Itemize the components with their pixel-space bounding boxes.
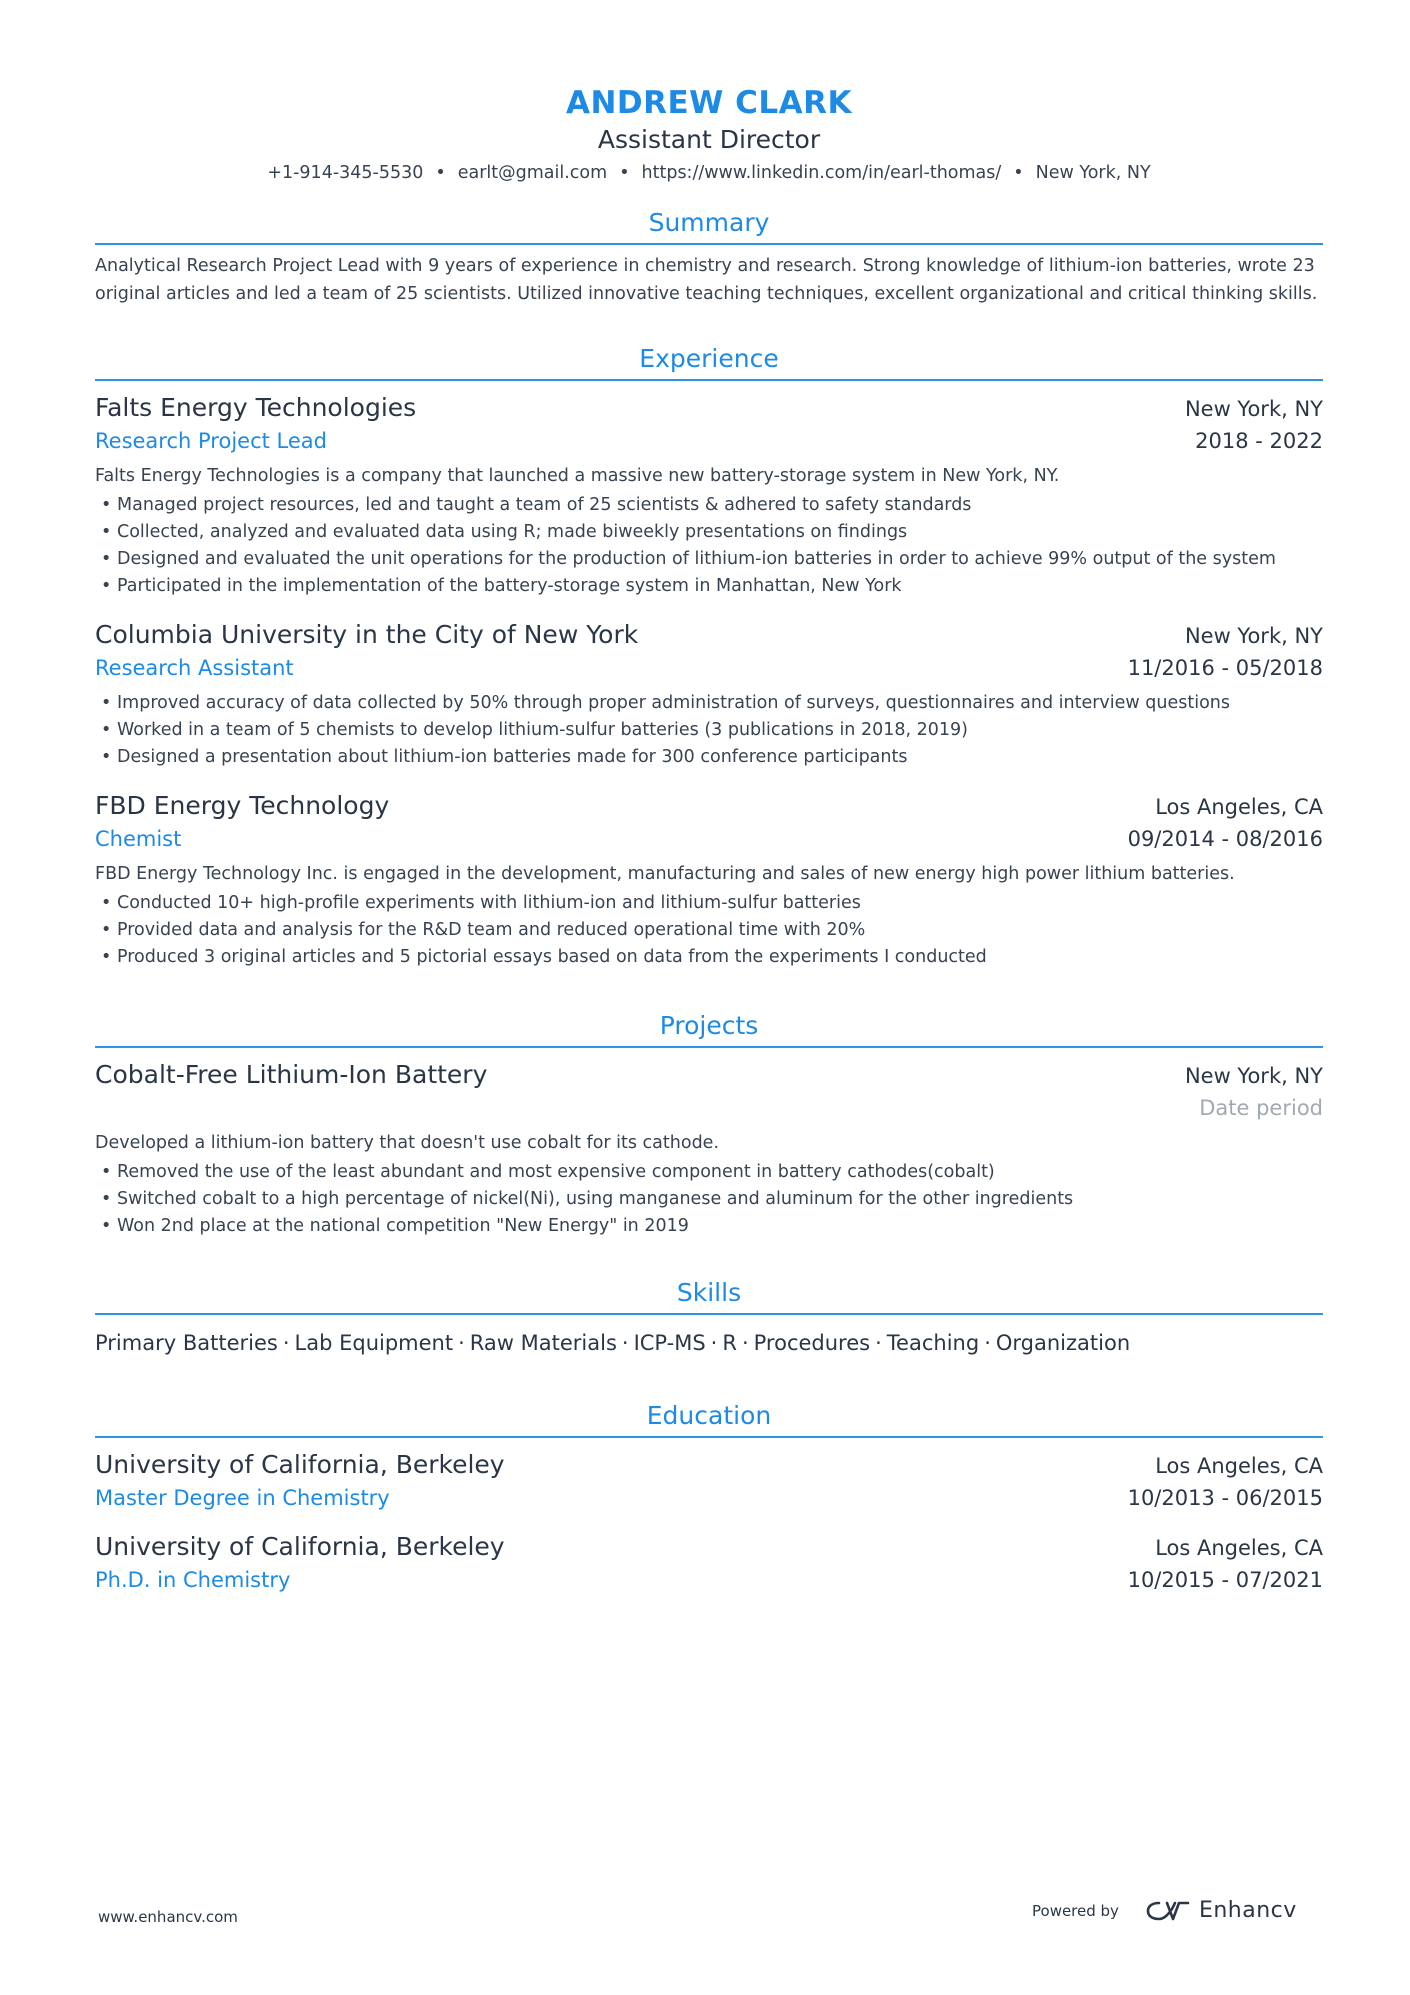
footer-website-link[interactable]: www.enhancv.com [98, 1908, 238, 1926]
company-description: FBD Energy Technology Inc. is engaged in the development, manufacturing and sales of new energy high power lithium batteries. [95, 864, 1235, 884]
entry-head [95, 618, 1323, 652]
experience-section [95, 342, 1323, 971]
entry-head [95, 789, 1323, 823]
job-title: Research Project Lead [95, 429, 327, 453]
skill-item: Teaching [886, 1331, 980, 1355]
email-link[interactable]: earlt@gmail.com [457, 163, 608, 183]
separator-dot: · [984, 1331, 991, 1355]
entry-location: New York, NY [1184, 1064, 1323, 1088]
bullet-list [95, 492, 1323, 600]
experience-entry [95, 789, 1323, 971]
bullet-item: • Removed the use of the least abundant and most expensive component in battery cathodes(cobalt) [95, 1159, 1323, 1186]
project-name: Cobalt-Free Lithium-Ion Battery [95, 1060, 488, 1089]
candidate-role: Assistant Director [597, 125, 821, 154]
separator-dot: · [710, 1331, 718, 1355]
experience-entry [95, 618, 1323, 771]
bullet-list [95, 890, 1323, 971]
project-entry [95, 1058, 1323, 1240]
bullet-item: • Switched cobalt to a high percentage of nickel(Ni), using manganese and aluminum for the other ingredients [95, 1186, 1323, 1213]
entry-location: Los Angeles, CA [1155, 1454, 1323, 1478]
bullet-item: • Participated in the implementation of the battery-storage system in Manhattan, New York [95, 573, 1323, 600]
entry-dates: 09/2014 - 08/2016 [1127, 827, 1323, 851]
separator-dot: · [458, 1331, 465, 1355]
bullet-item: • Designed and evaluated the unit operations for the production of lithium-ion batteries in order to achieve 99% output of the system [95, 546, 1323, 573]
school-name: University of California, Berkeley [95, 1450, 505, 1479]
section-title-education: Education [95, 1399, 1323, 1438]
education-entry [95, 1530, 1323, 1596]
job-title: Research Assistant [95, 656, 294, 680]
bullet-item: • Managed project resources, led and taught a team of 25 scientists & adhered to safety standards [95, 492, 1323, 519]
company-name: Columbia University in the City of New York [95, 620, 639, 649]
bullet-item: • Conducted 10+ high-profile experiments with lithium-ion and lithium-sulfur batteries [95, 890, 1323, 917]
entry-location: New York, NY [1184, 624, 1323, 648]
skills-section [95, 1276, 1323, 1357]
entry-dates: 10/2013 - 06/2015 [1127, 1486, 1323, 1510]
bullet-item: • Improved accuracy of data collected by 50% through proper administration of surveys, questionnaires and interview questions [95, 690, 1323, 717]
separator-dot: • [435, 163, 446, 183]
education-section [95, 1399, 1323, 1596]
job-title: Chemist [95, 827, 182, 851]
entry-title-row [95, 1564, 1323, 1596]
entry-head [95, 1448, 1323, 1482]
degree-name: Ph.D. in Chemistry [95, 1568, 291, 1592]
school-name: University of California, Berkeley [95, 1532, 505, 1561]
section-title-experience: Experience [95, 342, 1323, 381]
skill-item: Raw Materials [469, 1331, 617, 1355]
section-title-skills: Skills [95, 1276, 1323, 1315]
bullet-item: • Worked in a team of 5 chemists to develop lithium-sulfur batteries (3 publications in 2018, 2019) [95, 717, 1323, 744]
resume-page [95, 0, 1323, 1596]
section-title-summary: Summary [95, 206, 1323, 245]
entry-location: Los Angeles, CA [1155, 1536, 1323, 1560]
linkedin-link[interactable]: https://www.linkedin.com/in/earl-thomas/ [641, 163, 1002, 183]
entry-title-row [95, 823, 1323, 855]
bullet-item: • Won 2nd place at the national competition "New Energy" in 2019 [95, 1213, 1323, 1240]
company-name: FBD Energy Technology [95, 791, 390, 820]
entry-dates: Date period [1199, 1096, 1323, 1120]
entry-dates: 10/2015 - 07/2021 [1127, 1568, 1323, 1592]
bullet-item: • Collected, analyzed and evaluated data using R; made biweekly presentations on findings [95, 519, 1323, 546]
footer-branding [1032, 1898, 1297, 1923]
separator-dot: • [1013, 163, 1024, 183]
entry-head [95, 1530, 1323, 1564]
entry-title-row [95, 425, 1323, 457]
section-title-projects: Projects [95, 1009, 1323, 1048]
entry-dates: 2018 - 2022 [1195, 429, 1323, 453]
project-description: Developed a lithium-ion battery that doesn't use cobalt for its cathode. [95, 1133, 720, 1153]
brand-name: Enhancv [1198, 1898, 1297, 1923]
bullet-list [95, 1159, 1323, 1240]
separator-dot: • [619, 163, 630, 183]
entry-title-row [95, 1482, 1323, 1514]
contact-line [95, 162, 1323, 184]
bullet-item: • Produced 3 original articles and 5 pictorial essays based on data from the experiments I conducted [95, 944, 1323, 971]
entry-title-row [95, 652, 1323, 684]
skill-item: ICP-MS [633, 1331, 706, 1355]
skill-item: Lab Equipment [294, 1331, 454, 1355]
separator-dot: · [741, 1331, 749, 1355]
entry-dates: 11/2016 - 05/2018 [1127, 656, 1323, 680]
skill-item: Procedures [753, 1331, 871, 1355]
phone: +1-914-345-5530 [267, 163, 424, 183]
candidate-name: ANDREW CLARK [565, 85, 853, 121]
projects-section [95, 1009, 1323, 1240]
skill-item: Primary Batteries [95, 1331, 278, 1355]
bullet-item: • Provided data and analysis for the R&D team and reduced operational time with 20% [95, 917, 1323, 944]
separator-dot: · [621, 1331, 629, 1355]
education-entry [95, 1448, 1323, 1514]
bullet-item: • Designed a presentation about lithium-ion batteries made for 300 conference participants [95, 744, 1323, 771]
entry-title-row [95, 1092, 1323, 1124]
summary-text: Analytical Research Project Lead with 9 years of experience in chemistry and research. Strong knowledge of lithium-ion batteries, wrote 23 original articles and led a team of 25 scientists. Utilized innovative teaching techniques, excellent organizational and critical thinking skills. [95, 256, 1318, 304]
experience-entry [95, 391, 1323, 600]
bullet-list [95, 690, 1323, 771]
degree-name: Master Degree in Chemistry [95, 1486, 390, 1510]
entry-head [95, 1058, 1323, 1092]
entry-location: Los Angeles, CA [1155, 795, 1323, 819]
summary-section [95, 206, 1323, 308]
skill-item: R [722, 1331, 737, 1355]
company-name: Falts Energy Technologies [95, 393, 417, 422]
contact-location: New York, NY [1035, 163, 1151, 183]
resume-header [95, 0, 1323, 184]
company-description: Falts Energy Technologies is a company that launched a massive new battery-storage system in New York, NY. [95, 466, 1060, 486]
skill-item: Organization [995, 1331, 1131, 1355]
entry-location: New York, NY [1184, 397, 1323, 421]
enhancv-logo-icon [1145, 1899, 1191, 1923]
entry-head [95, 391, 1323, 425]
powered-by-label: Powered by [1032, 1901, 1119, 1920]
separator-dot: · [875, 1331, 882, 1355]
skills-list [95, 1329, 1323, 1357]
separator-dot: · [282, 1331, 290, 1355]
